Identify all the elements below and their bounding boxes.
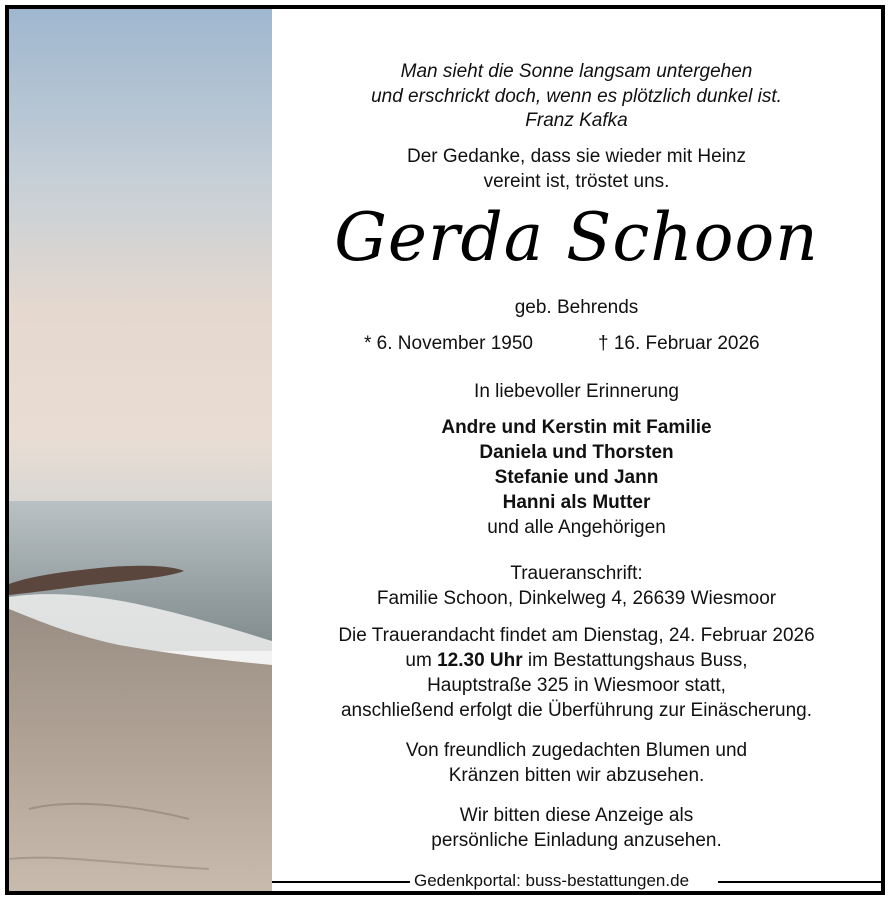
service-line-3: Hauptstraße 325 in Wiesmoor statt, <box>427 675 726 696</box>
address-label: Traueranschrift: <box>510 563 643 584</box>
birth-name: geb. Behrends <box>514 297 639 318</box>
mourner-1: Andre und Kerstin mit Familie <box>441 417 712 438</box>
beach-sunset-photo <box>9 9 272 891</box>
remembrance-heading: In liebevoller Erinnerung <box>474 381 679 402</box>
service-line-2-post: im Bestattungshaus Buss, <box>522 650 748 671</box>
service-line-4: anschließend erfolgt die Überführung zur Einäscherung. <box>340 700 813 721</box>
memorial-portal-link[interactable]: Gedenkportal: buss-bestattungen.de <box>410 870 693 892</box>
flowers-line-2: Kränzen bitten wir abzusehen. <box>448 765 705 786</box>
obituary-text <box>272 9 881 891</box>
invitation-line-2: persönliche Einladung anzusehen. <box>431 830 722 851</box>
quote-line-1: Man sieht die Sonne langsam untergehen <box>400 61 753 82</box>
obituary-card <box>5 5 885 895</box>
footer-rule-right <box>718 881 881 883</box>
service-line-1: Die Trauerandacht findet am Dienstag, 24. Februar 2026 <box>338 625 815 646</box>
birth-date: * 6. November 1950 <box>364 333 533 354</box>
death-date: † 16. Februar 2026 <box>598 333 760 354</box>
service-time: 12.30 Uhr <box>437 650 523 671</box>
service-line-2-pre: um <box>405 650 438 671</box>
mourner-3: Stefanie und Jann <box>494 467 659 488</box>
service-line-2 <box>272 649 881 673</box>
mourners-others: und alle Angehörigen <box>487 517 666 538</box>
footer <box>272 871 881 895</box>
thought-line-2: vereint ist, tröstet uns. <box>483 171 670 192</box>
flowers-line-1: Von freundlich zugedachten Blumen und <box>405 740 748 761</box>
address-value: Familie Schoon, Dinkelweg 4, 26639 Wiesmoor <box>376 588 777 609</box>
thought-line-1: Der Gedanke, dass sie wieder mit Heinz <box>407 146 746 167</box>
footer-rule-left <box>272 881 412 883</box>
mourner-2: Daniela und Thorsten <box>479 442 674 463</box>
quote-author: Franz Kafka <box>525 110 628 131</box>
invitation-line-1: Wir bitten diese Anzeige als <box>459 805 694 826</box>
deceased-name: Gerda Schoon <box>334 199 819 276</box>
mourner-4: Hanni als Mutter <box>502 492 651 513</box>
quote-line-2: und erschrickt doch, wenn es plötzlich dunkel ist. <box>371 86 782 107</box>
